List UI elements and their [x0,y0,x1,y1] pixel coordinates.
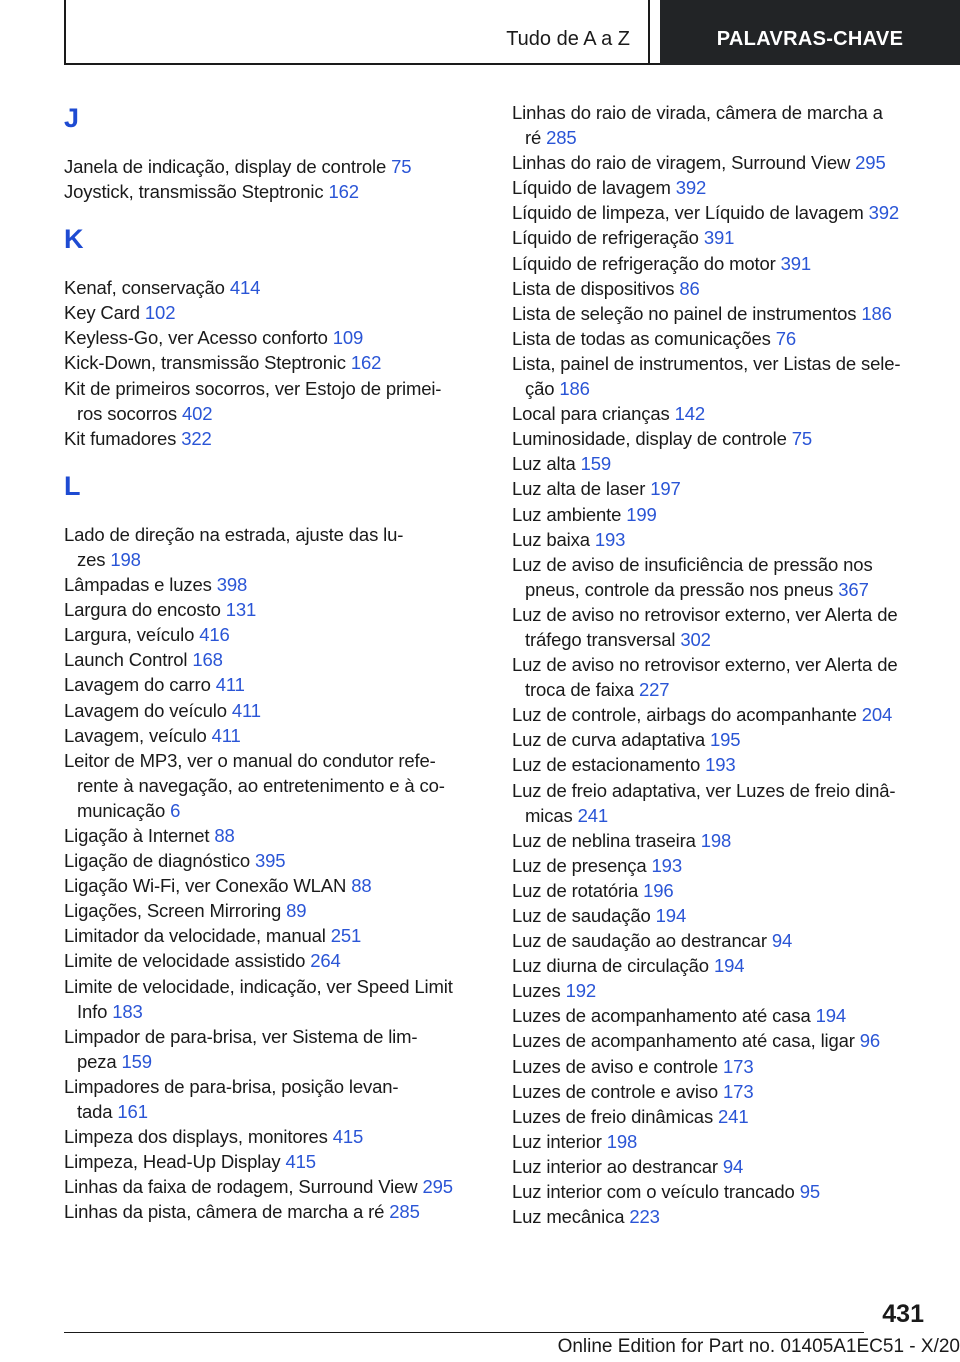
entry-text: Luzes de aviso e controle [512,1055,719,1077]
page-reference-link[interactable]: 198 [606,1130,638,1152]
index-entry [512,351,932,401]
entry-text: Limpeza, Head-Up Display [64,1151,281,1173]
index-entry [512,1104,932,1129]
index-entry [512,878,932,903]
index-entry [64,647,484,672]
entry-text: Lista de seleção no painel de instrumentos [512,302,857,324]
index-column-left [64,100,484,1224]
index-entry [512,828,932,853]
page-reference-link[interactable]: 186 [559,378,590,400]
entry-text: Ligação de diagnóstico [64,850,250,872]
page-reference-link[interactable]: 142 [674,403,705,425]
page-reference-link[interactable]: 391 [703,227,735,249]
page-reference-link[interactable]: 223 [629,1206,660,1228]
page-reference-link[interactable]: 414 [229,277,261,299]
index-entry [512,1054,932,1079]
entry-text: Líquido de refrigeração [512,227,699,249]
page-reference-link[interactable]: 161 [117,1101,148,1122]
entry-text: Launch Control [64,649,188,671]
page-reference-link[interactable]: 86 [679,277,700,299]
index-entry [512,502,932,527]
index-entry [64,1024,484,1074]
page-reference-link[interactable]: 197 [650,478,681,500]
page-reference-link[interactable]: 295 [422,1176,453,1198]
page-reference-link[interactable]: 195 [710,729,741,751]
index-entry [512,552,932,602]
index-entry [64,898,484,923]
page-reference-link[interactable]: 96 [859,1030,881,1052]
entry-text: Limpadores de para-brisa, posição levan- [64,1075,399,1097]
index-letter-heading: L [64,470,81,501]
page-reference-link[interactable]: 94 [771,930,793,952]
index-entry [64,823,484,848]
index-entry [64,300,484,325]
entry-text: Luz de saudação [512,905,651,926]
index-entry [512,1179,932,1204]
index-entry [512,602,932,652]
entry-text: Lista de todas as comunicações [512,327,771,349]
index-entry [512,451,932,476]
page-reference-link[interactable]: 395 [254,850,286,872]
footer-rule [64,1332,864,1333]
index-letter-heading: K [64,224,84,255]
page-reference-link[interactable]: 367 [838,578,869,600]
page-reference-link[interactable]: 75 [791,428,813,450]
page-reference-link[interactable]: 415 [332,1126,364,1148]
entry-text: Linhas do raio de viragem, Surround View [512,152,851,174]
page-reference-link[interactable]: 295 [855,152,886,174]
entry-text: pneus, controle da pressão nos pneus [525,578,834,600]
index-entry [64,1199,484,1224]
page-reference-link[interactable]: 411 [211,724,241,746]
page-reference-link[interactable]: 193 [705,754,736,776]
entry-text: Luz alta [512,453,576,475]
index-entry [512,276,932,301]
page-reference-link[interactable]: 88 [214,824,235,846]
entry-text: ros socorros [77,402,177,424]
index-entry [64,672,484,697]
index-entry [512,928,932,953]
entry-text: Lado de direção na estrada, ajuste das lu- [64,523,404,545]
page-reference-link[interactable]: 204 [861,704,893,726]
entry-text: Luz ambiente [512,503,622,525]
section-title: Tudo de A a Z [506,28,630,50]
footer-edition: Online Edition for Part no. 01405A1EC51 - X/20 [557,1336,960,1357]
index-letter-heading: J [64,103,80,133]
entry-text: Local para crianças [512,403,670,425]
entry-text: Kick-Down, transmissão Steptronic [64,352,346,374]
entry-text: Luz de aviso de insuficiência de pressão nos [512,553,873,575]
page-reference-link[interactable]: 193 [594,528,626,550]
index-entry [512,150,932,175]
page-reference-link[interactable]: 76 [775,327,797,349]
entry-text: Limitador da velocidade, manual [64,925,326,947]
index-entry [512,251,932,276]
index-entry [512,1204,932,1229]
entry-text: Key Card [64,302,140,324]
index-entry [64,1149,484,1174]
entry-text: Limite de velocidade, indicação, ver Speed Limit [64,975,453,997]
page-reference-link[interactable]: 415 [285,1151,316,1173]
index-entry [64,179,484,204]
header-left-border [64,0,66,65]
page-reference-link[interactable]: 131 [225,599,257,621]
page-reference-link[interactable]: 186 [861,302,892,324]
entry-text: Lavagem do veículo [64,699,227,721]
entry-text: Luz interior com o veículo trancado [512,1181,795,1203]
index-entry [512,652,932,702]
entry-text: tráfego transversal [525,628,676,650]
index-entry [64,923,484,948]
page-reference-link[interactable]: 302 [680,628,711,650]
entry-text: Lâmpadas e luzes [64,574,212,596]
entry-text: Luzes de freio dinâmicas [512,1105,714,1127]
entry-text: Luz de freio adaptativa, ver Luzes de freio dinâ- [512,779,896,801]
index-entry [512,903,932,928]
entry-text: Ligação Wi-Fi, ver Conexão WLAN [64,875,347,897]
entry-text: Luz diurna de circulação [512,955,709,977]
index-entry [64,572,484,597]
page-reference-link[interactable]: 173 [723,1055,754,1077]
page-reference-link[interactable]: 102 [144,302,176,324]
page-reference-link[interactable]: 183 [112,1000,143,1022]
entry-text: Linhas da faixa de rodagem, Surround View [64,1176,418,1198]
entry-text: Ligações, Screen Mirroring [64,900,282,922]
page-reference-link[interactable]: 392 [868,202,900,224]
index-entry [512,175,932,200]
page-reference-link[interactable]: 285 [546,127,577,149]
header-divider [648,0,650,65]
entry-text: Líquido de refrigeração do motor [512,252,776,274]
page-reference-link[interactable]: 416 [199,624,230,646]
page-reference-link[interactable]: 398 [216,574,248,596]
entry-text: Luz alta de laser [512,478,646,500]
index-entry [64,275,484,300]
entry-text: Luz mecânica [512,1206,625,1228]
index-entry [64,698,484,723]
entry-text: Info [77,1000,108,1022]
page-reference-link[interactable]: 241 [577,804,608,826]
index-entry [512,476,932,501]
page-reference-link[interactable]: 75 [391,156,412,177]
page-reference-link[interactable]: 194 [655,905,687,926]
entry-text: Linhas da pista, câmera de marcha a ré [64,1201,385,1223]
entry-text: rente à navegação, ao entretenimento e à co- [77,774,445,796]
index-entry [64,597,484,622]
entry-text: micas [525,804,573,826]
entry-text: Luz de saudação ao destrancar [512,930,767,952]
entry-text: troca de faixa [525,679,634,701]
index-entry [512,200,932,225]
entry-text: Luz interior [512,1130,602,1152]
page-reference-link[interactable]: 251 [330,925,362,947]
index-entry [512,752,932,777]
entry-text: Leitor de MP3, ver o manual do condutor refe- [64,749,436,771]
entry-text: Luz de neblina traseira [512,829,696,851]
index-entry [512,853,932,878]
page-reference-link[interactable]: 109 [332,327,364,349]
index-entry [64,873,484,898]
entry-text: Largura do encosto [64,599,221,621]
index-entry [64,974,484,1024]
entry-text: Luz interior ao destrancar [512,1155,718,1177]
entry-text: municação [77,799,166,821]
page-reference-link[interactable]: 95 [799,1181,820,1203]
page-reference-link[interactable]: 392 [675,177,707,199]
index-entry [512,401,932,426]
page-reference-link[interactable]: 194 [713,955,745,977]
page-reference-link[interactable]: 322 [181,427,212,449]
page-reference-link[interactable]: 391 [780,252,812,274]
entry-text: Líquido de lavagem [512,177,671,199]
index-entry [64,1074,484,1124]
index-entry [512,1028,932,1053]
entry-text: Luz de aviso no retrovisor externo, ver Alerta de [512,654,898,676]
entry-text: Luz de curva adaptativa [512,729,705,751]
page-reference-link[interactable]: 159 [580,453,612,475]
entry-text: ção [525,378,555,400]
index-entry [512,527,932,552]
page-reference-link[interactable]: 173 [723,1080,754,1102]
page-reference-link[interactable]: 88 [351,875,372,897]
index-entry [512,326,932,351]
entry-text: Linhas do raio de virada, câmera de marcha a [512,102,883,123]
entry-text: Luz de presença [512,854,647,876]
entry-text: Joystick, transmissão Steptronic [64,181,324,203]
entry-text: Limite de velocidade assistido [64,950,306,972]
index-entry [64,622,484,647]
entry-text: Luz de rotatória [512,879,639,901]
entry-text: Luz de estacionamento [512,754,701,776]
index-entry [512,953,932,978]
page-reference-link[interactable]: 199 [626,503,657,525]
entry-text: tada [77,1101,113,1122]
entry-text: Keyless-Go, ver Acesso conforto [64,327,328,349]
page-reference-link[interactable]: 411 [215,674,245,696]
page-reference-link[interactable]: 198 [700,829,732,851]
entry-text: Lista de dispositivos [512,277,675,299]
entry-text: Lavagem do carro [64,674,211,696]
index-entry [64,350,484,375]
entry-text: Ligação à Internet [64,824,210,846]
page-reference-link[interactable]: 192 [565,980,597,1002]
index-entry [512,778,932,828]
entry-text: Kenaf, conservação [64,277,225,299]
page-reference-link[interactable]: 6 [170,799,181,821]
entry-text: zes [77,548,106,570]
index-entry [512,978,932,1003]
page-reference-link[interactable]: 241 [718,1105,749,1127]
page-reference-link[interactable]: 402 [181,402,213,424]
entry-text: Kit de primeiros socorros, ver Estojo de primei- [64,377,442,399]
index-entry [64,426,484,451]
index-entry [512,225,932,250]
entry-text: Luminosidade, display de controle [512,428,787,450]
page-reference-link[interactable]: 227 [638,679,670,701]
index-entry [512,1003,932,1028]
page-reference-link[interactable]: 411 [231,699,261,721]
index-entry [64,948,484,973]
page-reference-link[interactable]: 168 [192,649,223,671]
page-reference-link[interactable]: 194 [815,1005,847,1027]
entry-text: Limpador de para-brisa, ver Sistema de lim- [64,1025,418,1047]
index-entry [64,848,484,873]
page-reference-link[interactable]: 89 [286,900,307,922]
entry-text: Limpeza dos displays, monitores [64,1126,328,1148]
entry-text: Luz de controle, airbags do acompanhante [512,704,857,726]
index-entry [64,1174,484,1199]
index-entry [512,301,932,326]
page-reference-link[interactable]: 193 [651,854,682,876]
entry-text: Janela de indicação, display de controle [64,156,387,177]
index-entry [64,748,484,823]
index-entry [64,376,484,426]
entry-text: ré [525,127,542,149]
entry-text: Luz baixa [512,528,590,550]
entry-text: Luzes de acompanhamento até casa [512,1005,811,1027]
entry-text: Luzes de acompanhamento até casa, ligar [512,1030,855,1052]
page-reference-link[interactable]: 196 [643,879,674,901]
entry-text: Largura, veículo [64,624,195,646]
index-entry [512,100,932,150]
page-reference-link[interactable]: 285 [389,1201,420,1223]
entry-text: Lista, painel de instrumentos, ver Listas de sele- [512,352,901,374]
page-reference-link[interactable]: 159 [121,1050,152,1072]
entry-text: Luzes [512,980,561,1002]
index-entry [64,522,484,572]
index-entry [512,702,932,727]
index-entry [512,1079,932,1104]
index-entry [64,1124,484,1149]
entry-text: Kit fumadores [64,427,177,449]
index-entry [512,1129,932,1154]
index-entry [512,426,932,451]
index-entry [64,723,484,748]
page-reference-link[interactable]: 94 [722,1155,744,1177]
index-column-right [512,100,932,1229]
page-reference-link[interactable]: 264 [310,950,341,972]
page-reference-link[interactable]: 162 [328,181,359,203]
index-entry [512,1154,932,1179]
index-entry [64,325,484,350]
entry-text: Líquido de limpeza, ver Líquido de lavagem [512,202,864,224]
entry-text: Lavagem, veículo [64,724,207,746]
entry-text: peza [77,1050,117,1072]
index-entry [64,154,484,179]
index-entry [512,727,932,752]
chapter-tab [660,0,960,65]
entry-text: Luz de aviso no retrovisor externo, ver Alerta de [512,603,898,625]
page-reference-link[interactable]: 198 [110,548,141,570]
chapter-tab-label: PALAVRAS-CHAVE [716,28,904,50]
page-number: 431 [882,1300,924,1328]
entry-text: Luzes de controle e aviso [512,1080,719,1102]
page-reference-link[interactable]: 162 [350,352,382,374]
